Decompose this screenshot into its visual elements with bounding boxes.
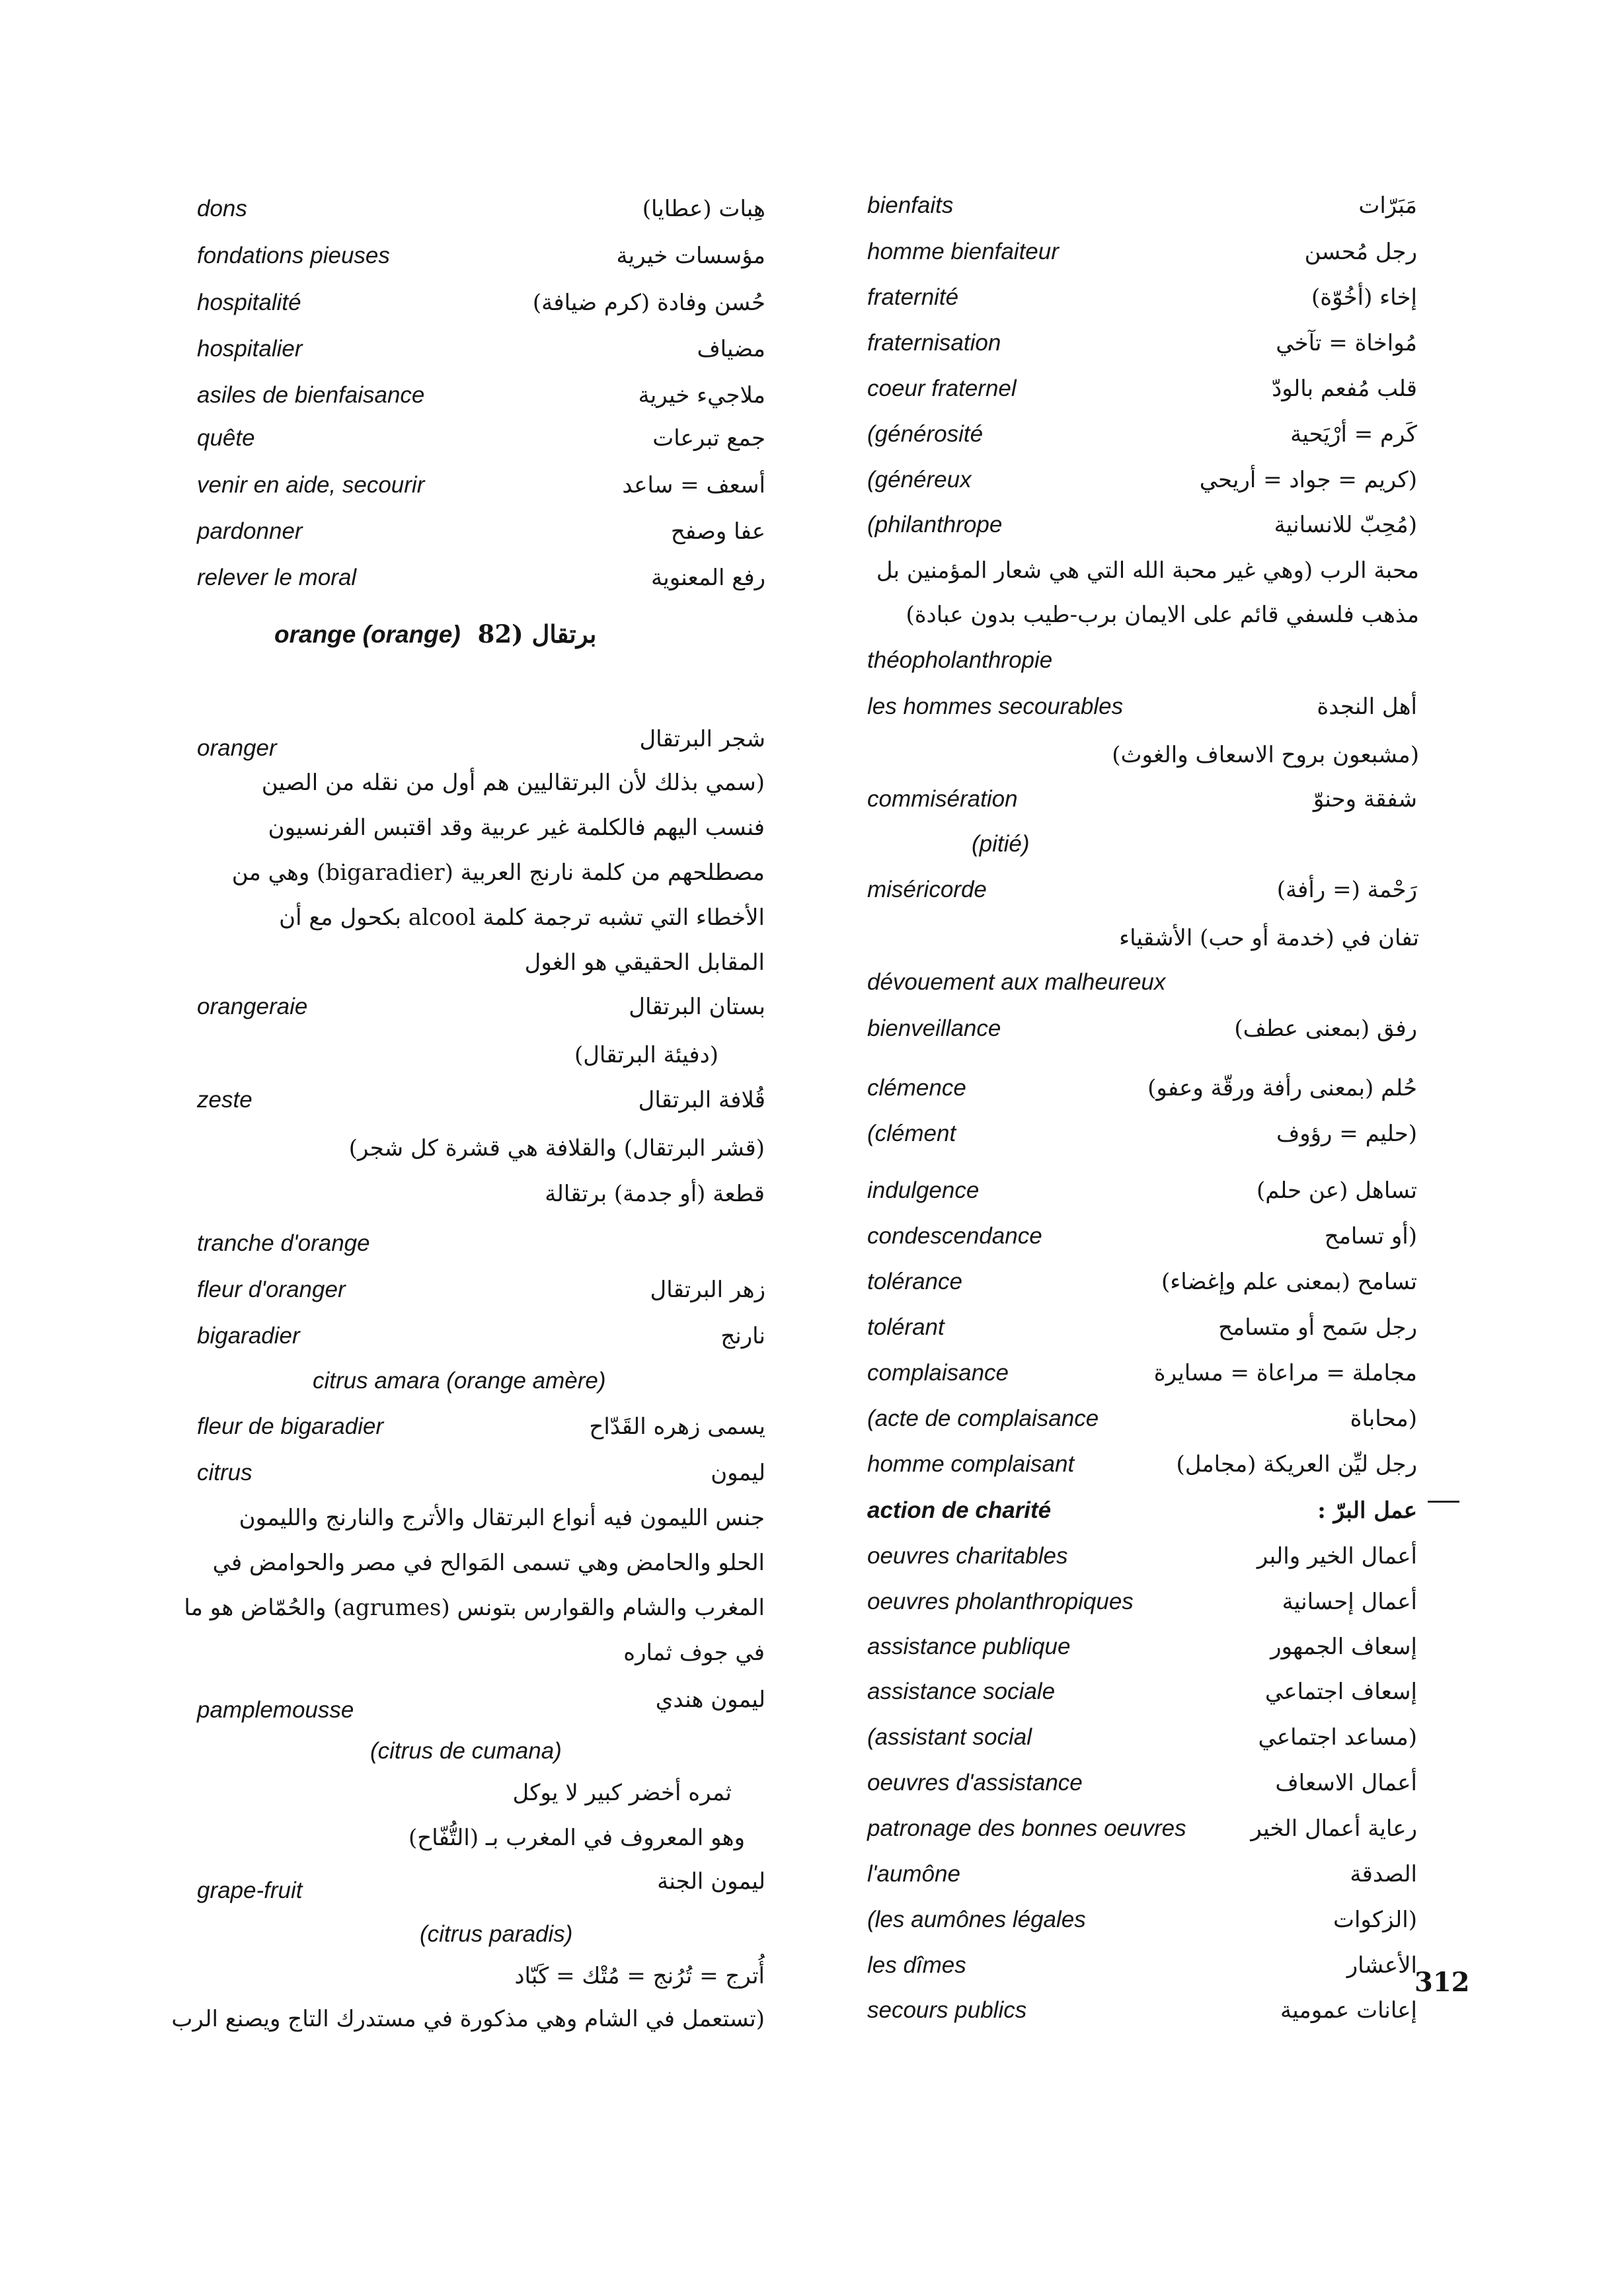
french-term: tranche d'orange	[197, 1230, 370, 1256]
french-term: commisération	[867, 786, 1018, 812]
french-term: les dîmes	[867, 1952, 966, 1978]
arabic-note-line: مذهب فلسفي قائم على الايمان برب-طيب بدون عبادة)	[906, 602, 1419, 628]
arabic-note-line: (مشبعون بروح الاسعاف والغوث)	[1112, 742, 1419, 768]
french-term: secours publics	[867, 1997, 1027, 2023]
french-term: oranger	[197, 735, 277, 761]
french-term: venir en aide, secourir	[197, 472, 425, 498]
arabic-term: قُلافة البرتقال	[638, 1087, 765, 1113]
french-term: miséricorde	[867, 877, 987, 902]
arabic-term: كَرم = أرْيَحية	[1290, 421, 1417, 448]
french-term: action de charité	[867, 1497, 1052, 1523]
french-term: citrus amara (orange amère)	[313, 1368, 606, 1394]
arabic-note-line: وهو المعروف في المغرب بـ (التُّفّاح)	[408, 1825, 745, 1851]
french-term: l'aumône	[867, 1861, 960, 1887]
french-term: zeste	[197, 1087, 252, 1113]
arabic-term: مضياف	[697, 336, 765, 362]
french-term: pardonner	[197, 518, 303, 544]
arabic-term: الأعشار	[1346, 1952, 1417, 1979]
arabic-term: (أو تسامح	[1324, 1223, 1417, 1249]
arabic-term: تسامح (بمعنى علم وإغضاء)	[1161, 1269, 1417, 1295]
french-term: pamplemousse	[197, 1697, 354, 1723]
arabic-note-line: في جوف ثماره	[623, 1640, 765, 1666]
arabic-term: إخاء (أخُوّة)	[1311, 284, 1417, 311]
french-term: fraternisation	[867, 330, 1001, 356]
arabic-term: رعاية أعمال الخير	[1251, 1815, 1417, 1842]
french-term: dons	[197, 196, 247, 221]
french-term: théopholanthropie	[867, 647, 1053, 673]
arabic-term: مُواخاة = تآخي	[1276, 330, 1417, 356]
arabic-term: زهر البرتقال	[650, 1277, 765, 1303]
arabic-term: أعمال الاسعاف	[1275, 1770, 1417, 1796]
arabic-term: مَبَرّات	[1358, 192, 1417, 219]
french-term: bienfaits	[867, 192, 954, 218]
french-term: oeuvres d'assistance	[867, 1770, 1083, 1796]
french-term: patronage des bonnes oeuvres	[867, 1815, 1186, 1841]
arabic-term: ليمون	[711, 1460, 765, 1486]
heading-arabic: برتقال (82	[477, 619, 597, 649]
french-term: fraternité	[867, 284, 959, 310]
arabic-term: مجاملة = مراعاة = مسايرة	[1153, 1360, 1417, 1386]
arabic-term: ليمون هندي	[655, 1686, 765, 1713]
french-term: (clément	[867, 1121, 956, 1146]
french-term: complaisance	[867, 1360, 1009, 1386]
arabic-term: نارنج	[720, 1323, 765, 1349]
french-term: (citrus de cumana)	[370, 1738, 562, 1764]
french-term: orangeraie	[197, 994, 308, 1019]
arabic-term: رَحْمة (= رأفة)	[1276, 877, 1417, 903]
french-term: quête	[197, 425, 255, 451]
arabic-term: جمع تبرعات	[652, 425, 765, 452]
arabic-term: مؤسسات خيرية	[616, 243, 765, 269]
arabic-term: ليمون الجنة	[657, 1868, 765, 1895]
arabic-term: (حليم = رؤوف	[1276, 1121, 1417, 1147]
french-term: clémence	[867, 1075, 966, 1101]
arabic-term: يسمى زهره القَدّاح	[589, 1413, 765, 1440]
arabic-note-line: جنس الليمون فيه أنواع البرتقال والأترج والنارنج والليمون	[239, 1505, 765, 1531]
arabic-term: رفع المعنوية	[651, 565, 765, 591]
section-heading	[274, 614, 596, 655]
arabic-term: عفا وصفح	[670, 518, 765, 545]
arabic-term: تساهل (عن حلم)	[1256, 1177, 1417, 1204]
french-term: coeur fraternel	[867, 376, 1017, 401]
arabic-note-line: مصطلحهم من كلمة نارنج العربية (bigaradier) وهي من	[231, 859, 765, 886]
arabic-term: إسعاف اجتماعي	[1264, 1679, 1417, 1705]
arabic-note-line: (دفيئة البرتقال)	[574, 1042, 718, 1068]
arabic-term: شفقة وحنوّ	[1313, 786, 1417, 812]
french-term: condescendance	[867, 1223, 1042, 1249]
french-term: assistance publique	[867, 1634, 1071, 1659]
arabic-term: أهل النجدة	[1317, 693, 1417, 720]
arabic-note-line: (سمي بذلك لأن البرتقاليين هم أول من نقله من الصين	[261, 770, 765, 796]
arabic-note-line: تفان في (خدمة أو حب) الأشقياء	[1119, 925, 1419, 951]
arabic-term: أعمال الخير والبر	[1257, 1543, 1417, 1569]
french-term: (pitié)	[972, 831, 1030, 857]
arabic-term: (كريم = جواد = أريحي	[1199, 467, 1417, 493]
arabic-note-line: محبة الرب (وهي غير محبة الله التي هي شعار المؤمنين بل	[876, 557, 1419, 584]
french-term: oeuvres pholanthropiques	[867, 1589, 1134, 1614]
arabic-note-line: (قشر البرتقال) والقلافة هي قشرة كل شجر)	[348, 1135, 765, 1162]
french-term: les hommes secourables	[867, 693, 1124, 719]
arabic-note-line: المغرب والشام والقوارس بتونس (agrumes) والحُمّاض هو ما	[184, 1595, 765, 1621]
arabic-note-line: فنسب اليهم فالكلمة غير عربية وقد اقتبس الفرنسيون	[268, 814, 765, 841]
french-term: (les aumônes légales	[867, 1907, 1086, 1932]
arabic-note-line: الأخطاء التي تشبه ترجمة كلمة alcool بكحول مع أن	[279, 904, 765, 931]
arabic-note-line: الحلو والحامض وهي تسمى المَوالح في مصر والحوامض في	[212, 1550, 765, 1576]
arabic-term: هِبات (عطايا)	[642, 196, 765, 222]
french-term: relever le moral	[197, 565, 357, 590]
arabic-note-line: المقابل الحقيقي هو الغول	[524, 949, 765, 976]
arabic-note-line: ثمره أخضر كبير لا يوكل	[512, 1780, 732, 1806]
arabic-term: ملاجيء خيرية	[638, 382, 765, 409]
heading-french: orange (orange)	[274, 621, 461, 648]
arabic-term: (الزكوات	[1333, 1907, 1417, 1933]
french-term: dévouement aux malheureux	[867, 969, 1166, 995]
arabic-term: إعانات عمومية	[1280, 1997, 1417, 2024]
french-term: (généreux	[867, 467, 972, 493]
arabic-term: قلب مُفعم بالودّ	[1272, 376, 1417, 402]
arabic-term: شجر البرتقال	[639, 726, 765, 752]
arabic-term: حُلم (بمعنى رأفة ورقّة وعفو)	[1147, 1075, 1417, 1101]
french-term: hospitalier	[197, 336, 303, 362]
french-term: (philanthrope	[867, 512, 1003, 537]
arabic-note-line: قطعة (أو جدمة) برتقالة	[545, 1181, 765, 1207]
french-term: tolérance	[867, 1269, 962, 1294]
french-term: hospitalité	[197, 290, 301, 315]
arabic-term: رجل ليِّن العريكة (مجامل)	[1176, 1451, 1417, 1478]
arabic-note-line: (تستعمل في الشام وهي مذكورة في مستدرك التاج ويصنع الرب	[171, 2006, 765, 2032]
arabic-term: (مُحِبّ للانسانية	[1274, 512, 1417, 538]
french-term: grape-fruit	[197, 1878, 303, 1903]
french-term: fleur d'oranger	[197, 1277, 346, 1302]
arabic-term: أسعف = ساعد	[622, 472, 765, 498]
french-term: indulgence	[867, 1177, 980, 1203]
page-number: 312	[1414, 1967, 1470, 1998]
french-term: bienveillance	[867, 1015, 1001, 1041]
arabic-term: رجل سَمح أو متسامح	[1218, 1314, 1417, 1341]
french-term: citrus	[197, 1460, 252, 1485]
arabic-note-line: أُترج = تُرُنج = مُتْك = كَبّاد	[514, 1963, 765, 1989]
section-dash	[1428, 1501, 1459, 1503]
arabic-term: أعمال إحسانية	[1282, 1589, 1417, 1615]
french-term: (citrus paradis)	[420, 1921, 573, 1947]
arabic-term: رجل مُحسن	[1304, 239, 1417, 265]
arabic-term: إسعاف الجمهور	[1270, 1634, 1417, 1660]
arabic-term: (مساعد اجتماعي	[1258, 1724, 1417, 1751]
french-term: (assistant social	[867, 1724, 1032, 1750]
arabic-term: عمل البرّ :	[1317, 1497, 1417, 1524]
french-term: tolérant	[867, 1314, 945, 1340]
french-term: asiles de bienfaisance	[197, 382, 425, 408]
french-term: oeuvres charitables	[867, 1543, 1068, 1569]
french-term: homme bienfaiteur	[867, 239, 1059, 264]
arabic-term: بستان البرتقال	[629, 994, 765, 1020]
french-term: (générosité	[867, 421, 984, 447]
arabic-term: رفق (بمعنى عطف)	[1234, 1015, 1417, 1042]
french-term: homme complaisant	[867, 1451, 1075, 1477]
french-term: assistance sociale	[867, 1679, 1056, 1704]
french-term: fondations pieuses	[197, 243, 390, 268]
french-term: fleur de bigaradier	[197, 1413, 384, 1439]
french-term: (acte de complaisance	[867, 1405, 1099, 1431]
arabic-term: الصدقة	[1350, 1861, 1417, 1887]
arabic-term: (محاباة	[1350, 1405, 1417, 1432]
french-term: bigaradier	[197, 1323, 300, 1349]
arabic-term: حُسن وفادة (كرم ضيافة)	[532, 290, 765, 316]
